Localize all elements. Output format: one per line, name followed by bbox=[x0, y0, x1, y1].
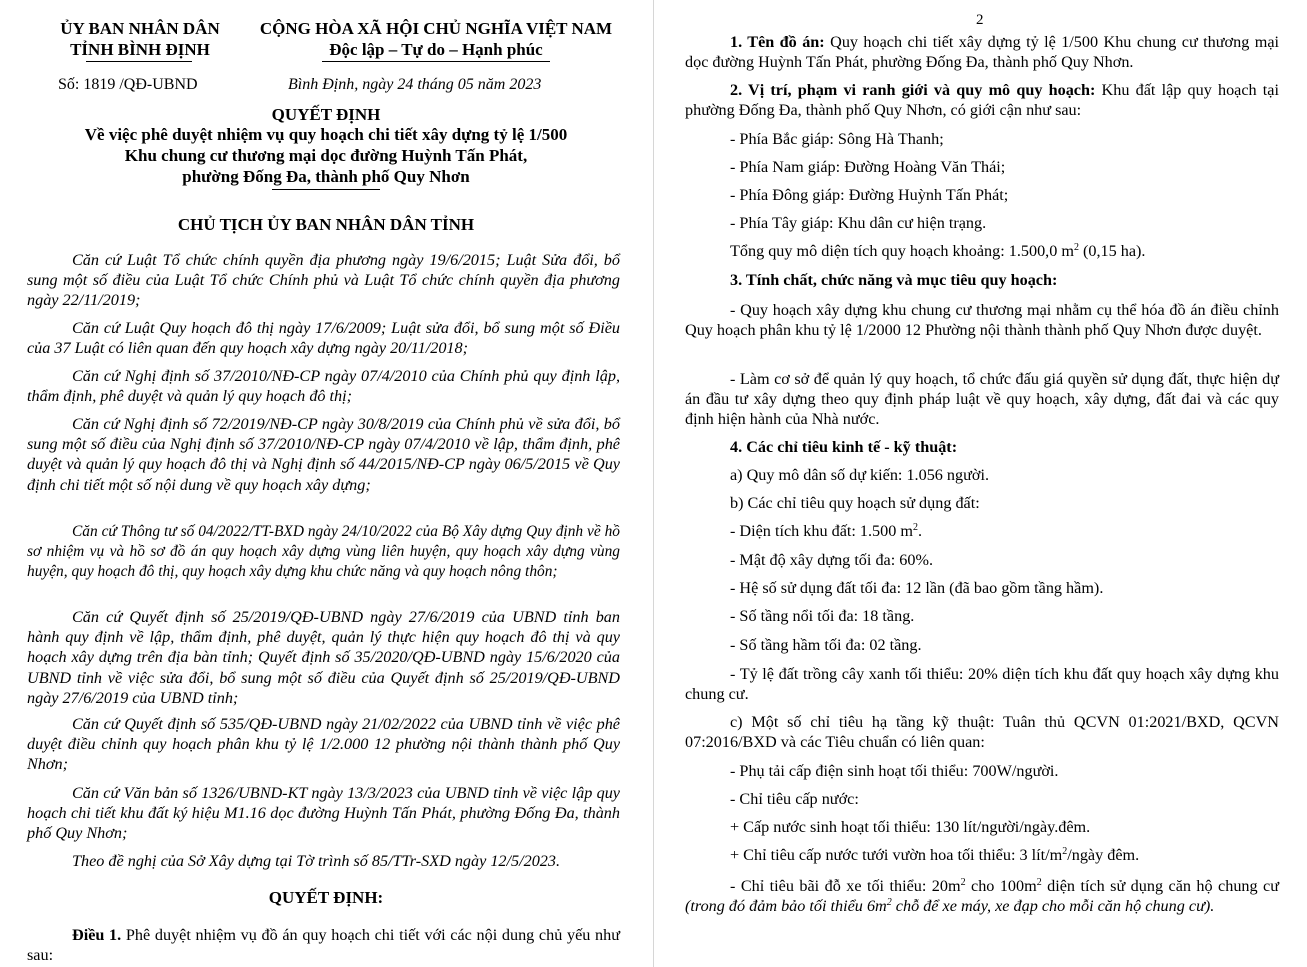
motto-underline bbox=[322, 61, 550, 62]
article-1-text: Phê duyệt nhiệm vụ đồ án quy hoạch chi tiết với các nội dung chủ yếu như sau: bbox=[27, 926, 621, 965]
basis-paragraph-1: Căn cứ Luật Tổ chức chính quyền địa phương ngày 19/6/2015; Luật Sửa đổi, bổ sung một số điều của Luật Tổ chức Chính phủ và Luật Tổ chức chính quyền địa phương ngày 22/11/2019; bbox=[27, 251, 620, 310]
issuing-authority: CHỦ TỊCH ỦY BAN NHÂN DÂN TỈNH bbox=[177, 215, 475, 234]
page-1 bbox=[0, 0, 652, 967]
section-3-paragraph-1: - Quy hoạch xây dựng khu chung cư thương mại nhằm cụ thể hóa đồ án điều chỉnh Quy hoạch phân khu tỷ lệ 1/2000 12 Phường nội thành thành phố Quy Nhơn được duyệt. bbox=[685, 301, 1279, 340]
above-ground-floors: - Số tầng nổi tối đa: 18 tầng. bbox=[730, 607, 915, 625]
basis-paragraph-9: Theo đề nghị của Sở Xây dựng tại Tờ trình số 85/TTr-SXD ngày 12/5/2023. bbox=[72, 852, 561, 870]
section-1-text: Quy hoạch chi tiết xây dựng tỷ lệ 1/500 Khu chung cư thương mại dọc đường Huỳnh Tấn Phát, phường Đống Đa, thành phố Quy Nhơn. bbox=[685, 33, 1279, 72]
decision-heading: QUYẾT ĐỊNH: bbox=[268, 888, 384, 907]
basis-paragraph-8: Căn cứ Văn bản số 1326/UBND-KT ngày 13/3/2023 của UBND tỉnh về việc lập quy hoạch chi tiết khu đất ký hiệu M1.16 dọc đường Huỳnh Tấn Phát, phường Đống Đa, thành phố Quy Nhơn; bbox=[27, 784, 620, 843]
infrastructure-heading: c) Một số chỉ tiêu hạ tầng kỹ thuật: Tuân thủ QCVN 01:2021/BXD, QCVN 07:2016/BXD và các Tiêu chuẩn có liên quan: bbox=[685, 713, 1279, 752]
section-2-label: 2. Vị trí, phạm vi ranh giới và quy mô quy hoạch: bbox=[730, 81, 1096, 99]
basement-floors: - Số tầng hầm tối đa: 02 tầng. bbox=[730, 636, 922, 654]
subject-line-3: phường Đống Đa, thành phố Quy Nhơn bbox=[182, 167, 470, 186]
population: a) Quy mô dân số dự kiến: 1.056 người. bbox=[730, 466, 989, 484]
decision-title: QUYẾT ĐỊNH bbox=[271, 105, 381, 124]
land-use-ratio: - Hệ số sử dụng đất tối đa: 12 lần (đã bao gồm tầng hầm). bbox=[730, 579, 1104, 597]
section-3-paragraph-2: - Làm cơ sở để quản lý quy hoạch, tổ chức đấu giá quyền sử dụng đất, thực hiện dự án đầu tư xây dựng theo quy định pháp luật về quy hoạch, xây dựng, đất đai và các quy định hiện hành của Nhà nước. bbox=[685, 370, 1279, 429]
basis-paragraph-3: Căn cứ Nghị định số 37/2010/NĐ-CP ngày 07/4/2010 của Chính phủ quy định lập, thẩm định, phê duyệt và quản lý quy hoạch đô thị; bbox=[27, 367, 620, 406]
subject-underline bbox=[272, 189, 380, 190]
page-2 bbox=[656, 0, 1307, 967]
nation-line-1: CỘNG HÒA XÃ HỘI CHỦ NGHĨA VIỆT NAM bbox=[259, 19, 613, 38]
basis-paragraph-4: Căn cứ Nghị định số 72/2019/NĐ-CP ngày 30/8/2019 của Chính phủ về sửa đổi, bổ sung một số điều của Nghị định số 37/2010/NĐ-CP ngày 07/4/2010 về lập, thẩm định, phê duyệt và quản lý quy hoạch đô thị và Nghị định số 44/2015/NĐ-CP ngày 06/5/2015 về Quy định chi tiết một số nội dung về quy hoạch xây dựng; bbox=[27, 415, 620, 494]
total-area: Tổng quy mô diện tích quy hoạch khoảng: 1.500,0 $m^2$ (0,15 ha). bbox=[730, 242, 1146, 260]
domestic-water: + Cấp nước sinh hoạt tối thiểu: 130 lít/người/ngày.đêm. bbox=[730, 818, 1091, 836]
basis-paragraph-7: Căn cứ Quyết định số 535/QĐ-UBND ngày 21/02/2022 của UBND tỉnh về việc phê duyệt điều chỉnh quy hoạch phân khu tỷ lệ 1/2.000 12 phường nội thành thành phố Quy Nhơn; bbox=[27, 715, 620, 774]
section-1 bbox=[685, 32, 1279, 72]
place-date: Bình Định, ngày 24 tháng 05 năm 2023 bbox=[288, 76, 542, 93]
org-underline bbox=[86, 61, 192, 62]
building-density: - Mật độ xây dựng tối đa: 60%. bbox=[730, 551, 933, 569]
green-ratio: - Tỷ lệ đất trồng cây xanh tối thiểu: 20% diện tích khu đất quy hoạch xây dựng khu chung cư. bbox=[685, 665, 1279, 704]
national-motto bbox=[250, 18, 622, 60]
article-1-label: Điều 1. bbox=[72, 926, 122, 944]
section-4-heading: 4. Các chỉ tiêu kinh tế - kỹ thuật: bbox=[730, 438, 958, 456]
site-area: - Diện tích khu đất: 1.500 $m^2$. bbox=[730, 522, 923, 540]
boundary-south: - Phía Nam giáp: Đường Hoàng Văn Thái; bbox=[730, 158, 1006, 176]
page-divider bbox=[653, 0, 654, 967]
basis-paragraph-2: Căn cứ Luật Quy hoạch đô thị ngày 17/6/2009; Luật sửa đổi, bổ sung một số Điều của 37 Luật có liên quan đến quy hoạch xây dựng ngày 20/11/2018; bbox=[27, 319, 620, 358]
boundary-north: - Phía Bắc giáp: Sông Hà Thanh; bbox=[730, 130, 944, 148]
basis-paragraph-5: Căn cứ Thông tư số 04/2022/TT-BXD ngày 24/10/2022 của Bộ Xây dựng Quy định về hồ sơ nhiệm vụ và hồ sơ đồ án quy hoạch xây dựng vùng liên huyện, quy hoạch xây dựng vùng huyện, quy hoạch đô thị, quy hoạch xây dựng khu chức năng và quy hoạch nông thôn; bbox=[27, 523, 620, 580]
org-line-1: ỦY BAN NHÂN DÂN bbox=[60, 19, 220, 38]
water-supply-heading: - Chỉ tiêu cấp nước: bbox=[730, 790, 859, 808]
boundary-east: - Phía Đông giáp: Đường Huỳnh Tấn Phát; bbox=[730, 186, 1009, 204]
garden-water: + Chỉ tiêu cấp nước tưới vườn hoa tối thiểu: 3 lít/$m^2$/ngày đêm. bbox=[730, 846, 1140, 864]
subject-line-2: Khu chung cư thương mại dọc đường Huỳnh Tấn Phát, bbox=[124, 146, 528, 165]
org-line-2: TỈNH BÌNH ĐỊNH bbox=[70, 40, 210, 59]
nation-line-2: Độc lập – Tự do – Hạnh phúc bbox=[329, 40, 543, 59]
section-2-text: Khu đất lập quy hoạch tại phường Đống Đa, thành phố Quy Nhơn, có giới cận như sau: bbox=[685, 81, 1279, 120]
land-use-heading: b) Các chỉ tiêu quy hoạch sử dụng đất: bbox=[730, 494, 980, 512]
section-1-label: 1. Tên đồ án: bbox=[730, 33, 825, 51]
section-3-heading: 3. Tính chất, chức năng và mục tiêu quy hoạch: bbox=[730, 271, 1058, 289]
doc-number: Số: 1819 /QĐ-UBND bbox=[58, 76, 198, 93]
power-load: - Phụ tải cấp điện sinh hoạt tối thiểu: 700W/người. bbox=[730, 762, 1059, 780]
section-2 bbox=[685, 80, 1279, 120]
issuing-org bbox=[40, 18, 240, 60]
page-number: 2 bbox=[976, 12, 984, 28]
boundary-west: - Phía Tây giáp: Khu dân cư hiện trạng. bbox=[730, 214, 987, 232]
article-1 bbox=[27, 925, 620, 965]
basis-paragraph-6: Căn cứ Quyết định số 25/2019/QĐ-UBND ngày 27/6/2019 của UBND tỉnh ban hành quy định về lập, thẩm định, phê duyệt, quản lý thực hiện quy hoạch đô thị và quy hoạch xây dựng trên địa bàn tỉnh; Quyết định số 35/2020/QĐ-UBND ngày 15/6/2020 của UBND tỉnh về việc sửa đổi, bổ sung một số điều của Quyết định số 25/2019/QĐ-UBND ngày 27/6/2019 của UBND tỉnh; bbox=[27, 608, 620, 707]
parking-standard: - Chỉ tiêu bãi đỗ xe tối thiểu: $20m^2$ cho $100m^2$ diện tích sử dụng căn hộ chung cư (trong đó đảm bảo tối thiểu $6m^2$ chỗ để xe máy, xe đạp cho mỗi căn hộ chung cư). bbox=[685, 877, 1279, 916]
subject-line-1: Về việc phê duyệt nhiệm vụ quy hoạch chi tiết xây dựng tỷ lệ 1/500 bbox=[84, 125, 568, 144]
